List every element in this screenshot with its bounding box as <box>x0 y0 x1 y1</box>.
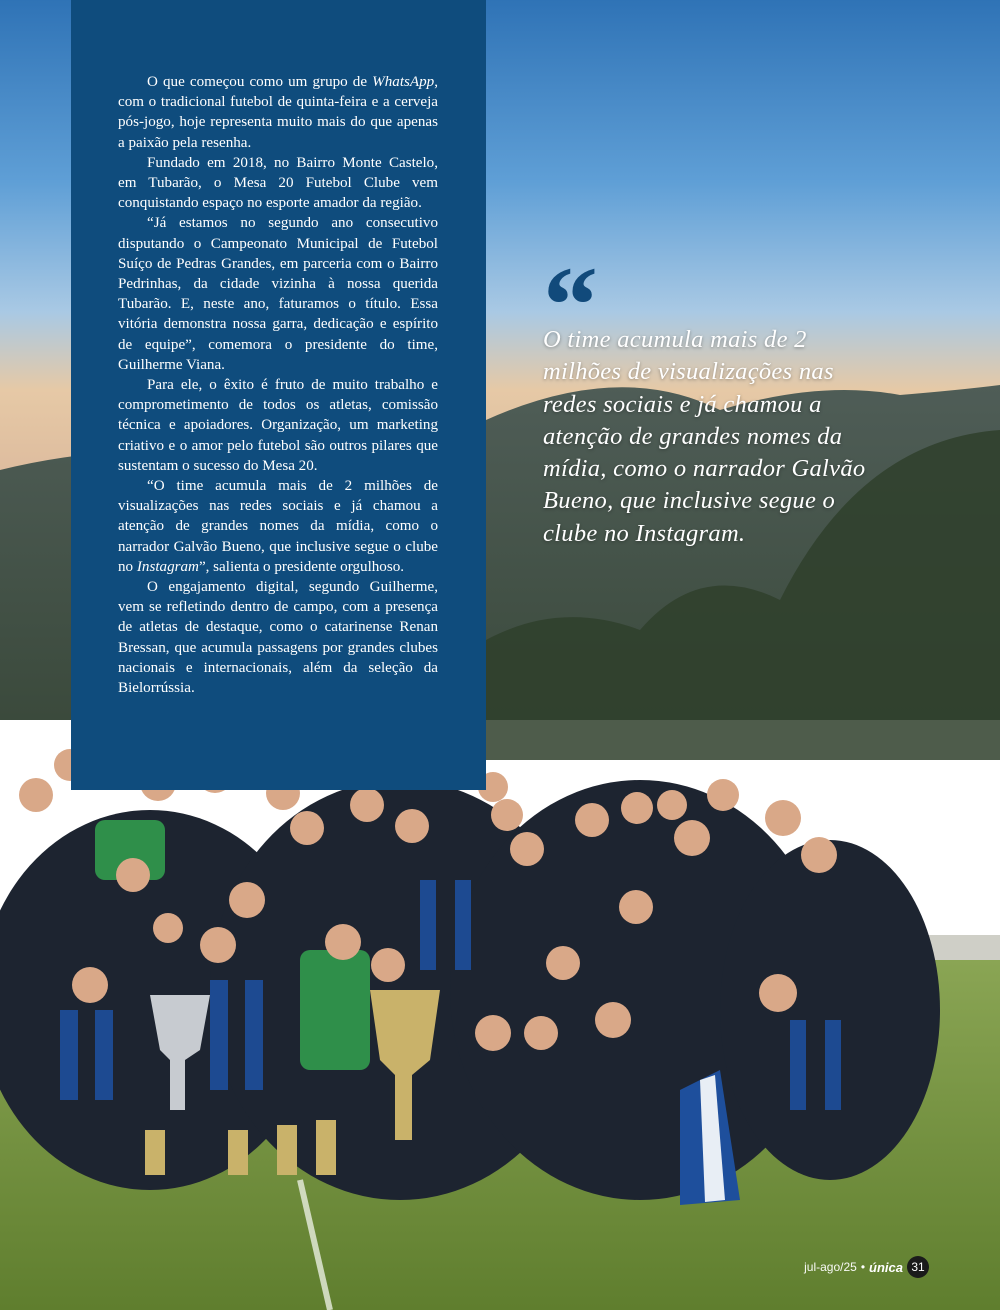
article-body <box>118 72 438 698</box>
article-paragraph <box>118 476 438 577</box>
italic-term: WhatsApp <box>372 74 435 90</box>
text-run: “Já estamos no segundo ano consecutivo disputando o Campeonato Municipal de Futebol Suíço de Pedras Grandes, em parceria com o Bairro Pedrinhas, da cidade vizinha à nossa querida Tubarão. E, neste ano, faturamos o título. Essa vitória demonstra nossa garra, dedicação e espírito de equipe”, comemora o presidente do time, Guilherme Viana. <box>118 215 438 373</box>
text-run: Para ele, o êxito é fruto de muito trabalho e comprometimento de todos os atletas, comissão técnica e apoiadores. Organização, um marketing criativo e o amor pelo futebol são outros pilares que sustentam o sucesso do Mesa 20. <box>118 377 438 474</box>
pull-quote: O time acumula mais de 2 milhões de visualizações nas redes sociais e já chamou a atenção de grandes nomes da mídia, como o narrador Galvão Bueno, que inclusive segue o clube no Instagram. <box>543 326 866 547</box>
text-run: , com o tradicional futebol de quinta-feira e a cerveja pós-jogo, hoje representa muito mais do que apenas a paixão pela resenha. <box>118 74 438 151</box>
text-run: O engajamento digital, segundo Guilherme, vem se refletindo dentro de campo, com a presença de atletas de destaque, como o catarinense Renan Bressan, que acumula passagens por grandes clubes nacionais e internacionais, além da seleção da Bielorrússia. <box>118 579 438 697</box>
quote-mark-icon: “ <box>543 244 598 366</box>
text-run: ”, salienta o presidente orgulhoso. <box>198 558 405 575</box>
page-footer <box>804 1256 929 1278</box>
article-paragraph <box>118 213 438 375</box>
footer-separator: • <box>860 1260 866 1274</box>
issue-date: jul-ago/25 <box>804 1260 857 1274</box>
article-paragraph <box>118 153 438 214</box>
page-number: 31 <box>907 1256 929 1278</box>
text-run: O que começou como um grupo de <box>147 74 373 90</box>
article-paragraph <box>118 577 438 698</box>
article-paragraph <box>118 72 438 153</box>
article-paragraph <box>118 375 438 476</box>
magazine-brand: única <box>869 1259 903 1275</box>
text-run: “O time acumula mais de 2 milhões de visualizações nas redes sociais e já chamou a atenção de grandes nomes da mídia, como o narrador Galvão Bueno, que inclusive segue o clube no <box>118 478 438 575</box>
text-run: Fundado em 2018, no Bairro Monte Castelo, em Tubarão, o Mesa 20 Futebol Clube vem conquistando espaço no esporte amador da região. <box>118 154 438 212</box>
italic-term: Instagram <box>136 558 199 575</box>
